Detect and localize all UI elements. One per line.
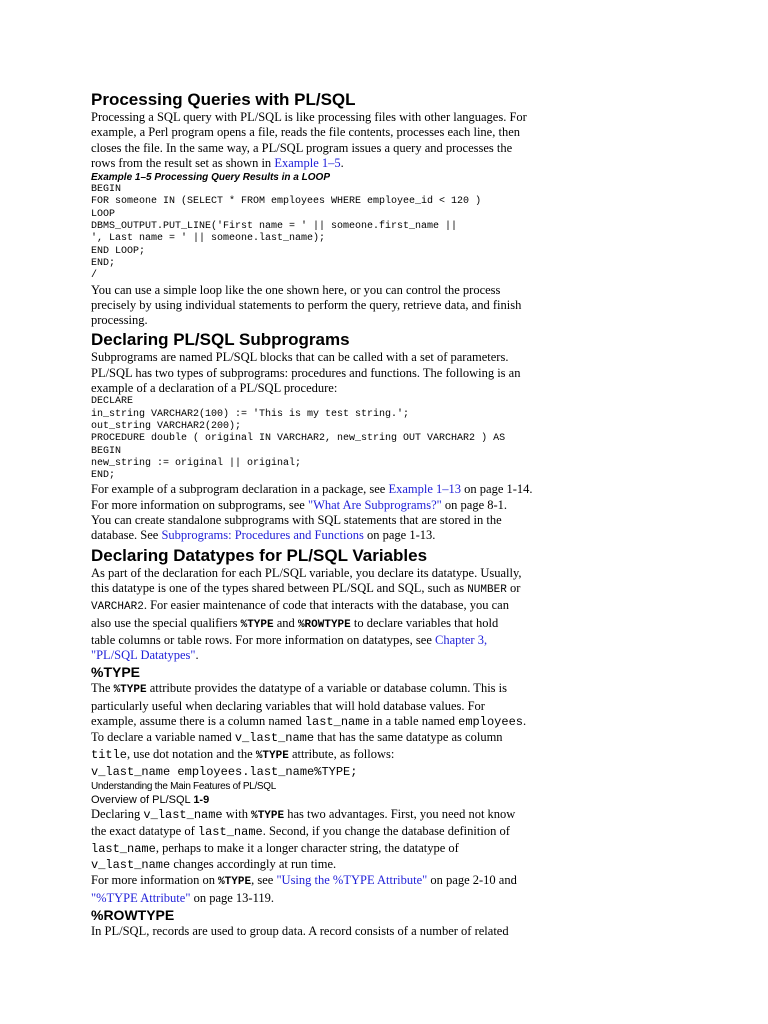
document-content bbox=[91, 90, 691, 939]
paragraph bbox=[91, 110, 691, 171]
text: attribute, as follows: bbox=[288, 746, 395, 761]
code-inline: NUMBER bbox=[467, 583, 507, 596]
code-line: LOOP bbox=[91, 208, 116, 220]
code-line: BEGIN bbox=[91, 445, 122, 457]
code-line: END LOOP; bbox=[91, 245, 146, 257]
code-line: new_string := original || original; bbox=[91, 457, 302, 469]
text-line: PL/SQL has two types of subprograms: procedures and functions. The following is an bbox=[91, 365, 521, 380]
text: in a table named bbox=[369, 713, 459, 728]
text-line: Processing a SQL query with PL/SQL is like processing files with other languages. For bbox=[91, 110, 527, 124]
text: , use dot notation and the bbox=[127, 746, 256, 761]
text-line: You can use a simple loop like the one shown here, or you can control the process bbox=[91, 282, 501, 297]
code-line: PROCEDURE double ( original IN VARCHAR2, new_string OUT VARCHAR2 ) AS bbox=[91, 433, 506, 445]
text: . bbox=[340, 155, 344, 170]
text-line: particularly useful when declaring variables that will hold database values. For bbox=[91, 698, 485, 713]
link-plsql-datatypes[interactable]: "PL/SQL Datatypes" bbox=[91, 648, 196, 663]
text: attribute provides the datatype of a variable or database column. This is bbox=[146, 681, 507, 696]
code-line: v_last_name employees.last_name%TYPE; bbox=[91, 764, 358, 779]
text: For more information on subprograms, see bbox=[91, 497, 308, 512]
section-heading-rowtype: %ROWTYPE bbox=[91, 906, 175, 923]
paragraph bbox=[91, 924, 691, 939]
text: database. See bbox=[91, 528, 162, 543]
text: Overview of PL/SQL bbox=[91, 794, 194, 807]
text: . Second, if you change the database definition of bbox=[262, 824, 510, 839]
page-footer-number bbox=[91, 793, 691, 807]
text: on page 8-1. bbox=[441, 497, 508, 512]
code-inline: v_last_name bbox=[234, 731, 315, 746]
text: For more information on bbox=[91, 873, 219, 888]
link-using-type-attribute[interactable]: "Using the %TYPE Attribute" bbox=[276, 873, 428, 888]
text: on page 1-13. bbox=[363, 528, 436, 543]
link-example-1-13[interactable]: Example 1–13 bbox=[388, 482, 462, 497]
text-line: In PL/SQL, records are used to group data. A record consists of a number of related bbox=[91, 923, 509, 938]
text: on page 2-10 and bbox=[427, 873, 517, 888]
code-inline: last_name bbox=[91, 841, 156, 856]
text-line: Subprograms are named PL/SQL blocks that can be called with a set of parameters. bbox=[91, 350, 509, 365]
code-inline: %TYPE bbox=[113, 684, 147, 697]
text-line: You can create standalone subprograms with SQL statements that are stored in the bbox=[91, 513, 502, 528]
link-chapter-3[interactable]: Chapter 3, bbox=[435, 632, 488, 647]
text-line: As part of the declaration for each PL/SQL variable, you declare its datatype. Usually, bbox=[91, 565, 522, 580]
text-line: closes the file. In the same way, a PL/SQL program issues a query and processes the bbox=[91, 140, 513, 155]
code-inline: %TYPE bbox=[240, 618, 274, 631]
text: the exact datatype of bbox=[91, 824, 198, 839]
code-inline: %ROWTYPE bbox=[297, 618, 351, 631]
text: , perhaps to make it a longer character string, the datatype of bbox=[155, 840, 459, 855]
code-inline: %TYPE bbox=[251, 810, 285, 823]
text: that has the same datatype as column bbox=[314, 730, 503, 745]
code-block-procedure bbox=[91, 396, 691, 482]
text: , see bbox=[251, 873, 277, 888]
paragraph bbox=[91, 283, 691, 329]
code-inline: employees bbox=[458, 714, 523, 729]
text: also use the special qualifiers bbox=[91, 615, 241, 630]
text: changes accordingly at run time. bbox=[170, 857, 337, 872]
section-heading-type: %TYPE bbox=[91, 664, 141, 681]
code-inline: v_last_name bbox=[91, 858, 171, 873]
text: . bbox=[522, 713, 527, 728]
paragraph bbox=[91, 482, 691, 543]
code-line: FOR someone IN (SELECT * FROM employees WHERE employee_id < 120 ) bbox=[91, 196, 482, 208]
text: with bbox=[222, 807, 252, 822]
code-line: END; bbox=[91, 470, 116, 482]
text-line: processing. bbox=[91, 313, 148, 328]
text: on page 1-14. bbox=[461, 482, 533, 497]
code-line: out_string VARCHAR2(200); bbox=[91, 420, 242, 432]
code-line: DBMS_OUTPUT.PUT_LINE('First name = ' || someone.first_name || bbox=[91, 221, 458, 233]
text: and bbox=[273, 615, 298, 630]
text: Declaring bbox=[91, 807, 144, 822]
text: this datatype is one of the types shared between PL/SQL and SQL, such as bbox=[91, 580, 468, 595]
example-caption: Example 1–5 Processing Query Results in a LOOP bbox=[91, 172, 330, 184]
paragraph bbox=[91, 566, 691, 664]
code-line: END; bbox=[91, 257, 116, 269]
text: . For easier maintenance of code that interacts with the database, you can bbox=[143, 598, 509, 613]
text-line: example, a Perl program opens a file, reads the file contents, processes each line, then bbox=[91, 125, 521, 140]
code-line: BEGIN bbox=[91, 184, 122, 196]
text: The bbox=[91, 681, 114, 696]
code-line: ', Last name = ' || someone.last_name); bbox=[91, 233, 326, 245]
link-what-are-subprograms[interactable]: "What Are Subprograms?" bbox=[307, 497, 442, 512]
code-inline: %TYPE bbox=[218, 876, 252, 889]
code-line: / bbox=[91, 270, 98, 282]
link-type-attribute[interactable]: "%TYPE Attribute" bbox=[91, 890, 191, 905]
text: To declare a variable named bbox=[91, 730, 235, 745]
paragraph bbox=[91, 350, 691, 396]
text: on page 13-119. bbox=[190, 890, 274, 905]
code-inline: VARCHAR2 bbox=[91, 601, 144, 614]
code-block-example-1-5 bbox=[91, 184, 691, 282]
link-subprograms-procedures-functions[interactable]: Subprograms: Procedures and Functions bbox=[161, 528, 364, 543]
text: or bbox=[506, 580, 521, 595]
text: table columns or table rows. For more information on datatypes, see bbox=[91, 632, 436, 647]
paragraph bbox=[91, 807, 691, 906]
code-inline: title bbox=[91, 747, 128, 762]
text: For example of a subprogram declaration in a package, see bbox=[91, 482, 389, 497]
section-heading-processing-queries: Processing Queries with PL/SQL bbox=[91, 90, 356, 109]
section-heading-subprograms: Declaring PL/SQL Subprograms bbox=[91, 330, 350, 350]
code-inline: v_last_name bbox=[143, 808, 223, 823]
text-line: rows from the result set as shown in bbox=[91, 155, 275, 170]
section-heading-datatypes: Declaring Datatypes for PL/SQL Variables bbox=[91, 545, 428, 565]
text: has two advantages. First, you need not know bbox=[284, 807, 516, 822]
text-line: precisely by using individual statements to perform the query, retrieve data, and finish bbox=[91, 297, 522, 312]
code-inline: last_name bbox=[304, 714, 370, 729]
text: to declare variables that hold bbox=[350, 615, 499, 630]
page-number: 1-9 bbox=[193, 794, 210, 807]
text: . bbox=[195, 648, 199, 663]
code-inline: %TYPE bbox=[255, 749, 289, 762]
link-example-1-5[interactable]: Example 1–5 bbox=[274, 155, 341, 170]
page-footer-title: Understanding the Main Features of PL/SQL bbox=[91, 781, 277, 793]
code-line: DECLARE bbox=[91, 396, 134, 408]
text: example, assume there is a column named bbox=[91, 713, 305, 728]
code-inline: last_name bbox=[197, 825, 263, 840]
text-line: example of a declaration of a PL/SQL procedure: bbox=[91, 381, 338, 396]
paragraph bbox=[91, 681, 691, 780]
code-line: in_string VARCHAR2(100) := 'This is my test string.'; bbox=[91, 408, 410, 420]
